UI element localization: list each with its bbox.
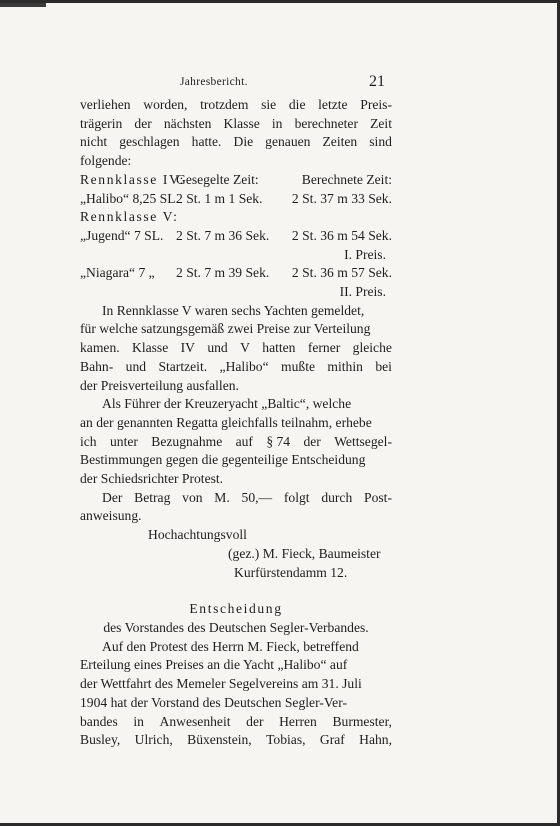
- sailed-time: 2 St. 7 m 36 Sek.: [176, 227, 270, 243]
- table-row: [80, 227, 392, 246]
- table-header-row: [80, 208, 392, 227]
- word: 50,—: [241, 489, 273, 505]
- word: kamen.: [80, 340, 120, 356]
- word: ich: [80, 433, 97, 449]
- word: Die: [233, 134, 254, 150]
- word: unter: [109, 433, 138, 449]
- word: trotzdem: [200, 97, 249, 112]
- text-line: Auf den Protest des Herrn M. Fieck, betreffend: [102, 638, 359, 654]
- word: der: [134, 115, 152, 131]
- paragraph-2: [80, 302, 392, 396]
- table-row: [80, 190, 392, 209]
- sailed-time: 2 St. 7 m 39 Sek.: [176, 265, 270, 281]
- document-page: [80, 70, 392, 750]
- word: von: [182, 489, 203, 505]
- table-row: [80, 264, 392, 283]
- word: auf: [235, 433, 253, 449]
- word: verliehen: [80, 97, 131, 112]
- text-line: 1904 hat der Vorstand des Deutschen Segler-Ver-: [80, 694, 347, 710]
- paragraph-4: [80, 489, 392, 526]
- word: Busley,: [80, 732, 121, 748]
- word: hatten: [262, 340, 296, 356]
- word: sie: [261, 97, 277, 112]
- word: letzte: [318, 97, 348, 112]
- paragraph-5: [80, 638, 392, 750]
- paragraph-3: [80, 395, 392, 489]
- yacht-name: „Niagara“ 7 „: [80, 265, 155, 281]
- word: Post-: [364, 489, 392, 505]
- word: Burmester,: [332, 713, 392, 729]
- word: hatte.: [191, 134, 222, 150]
- word: worden,: [143, 97, 188, 112]
- prize-label: I. Preis.: [344, 246, 386, 262]
- text-line: [80, 489, 392, 508]
- word: Startzeit.: [158, 358, 208, 374]
- word: trägerin: [80, 115, 123, 131]
- word: in: [271, 115, 283, 131]
- word: Anwesenheit: [159, 713, 231, 729]
- text-line: der Schiedsrichter Protest.: [80, 471, 224, 487]
- word: Betrag: [134, 489, 171, 505]
- word: V: [240, 340, 250, 356]
- yacht-name: „Halibo“ 8,25 SL.: [80, 190, 179, 206]
- word: Preis-: [360, 97, 392, 112]
- column-computed-time: Berechnete Zeit:: [301, 171, 392, 187]
- sailed-time: 2 St. 1 m 1 Sek.: [176, 190, 263, 206]
- word: und: [125, 358, 147, 374]
- word: Wettsegel-: [334, 433, 392, 449]
- word: durch: [321, 489, 353, 505]
- word: ferner: [307, 340, 341, 356]
- class-4-label: Rennklasse IV:: [80, 171, 185, 187]
- text-line: Als Führer der Kreuzeryacht „Baltic“, welche: [102, 396, 352, 412]
- text-line: Erteilung eines Preises an die Yacht „Halibo“ auf: [80, 657, 348, 673]
- word: Klasse: [132, 340, 169, 356]
- word: Der: [102, 489, 123, 505]
- text-line: an der genannten Regatta gleichfalls teilnahm, erhebe: [80, 414, 372, 430]
- word: mithin: [327, 358, 363, 374]
- sender-address: Kurfürstendamm 12.: [234, 564, 348, 580]
- text-line: [80, 433, 392, 452]
- text-line: der Wettfahrt des Memeler Segelvereins am 31. Juli: [80, 676, 362, 692]
- word: gleiche: [352, 340, 392, 356]
- word: sind: [369, 134, 392, 150]
- word: Ulrich,: [134, 732, 173, 748]
- word: Bezugnahme: [151, 433, 223, 449]
- word: M.: [214, 489, 230, 505]
- text-line: Bestimmungen gegen die gegenteilige Entscheidung: [80, 452, 366, 468]
- computed-time: 2 St. 36 m 57 Sek.: [291, 265, 392, 281]
- page-header: [80, 70, 392, 96]
- word: „Halibo“: [219, 358, 269, 374]
- closing-salutation: Hochachtungsvoll: [148, 527, 247, 543]
- text-line: für welche satzungsgemäß zwei Preise zur Verteilung: [80, 321, 371, 337]
- word: IV: [180, 340, 195, 356]
- text-line: [80, 358, 392, 377]
- word: Bahn-: [80, 358, 114, 374]
- word: nicht: [80, 134, 108, 150]
- word: nächsten: [163, 115, 212, 131]
- text-line: In Rennklasse V waren sechs Yachten gemeldet,: [102, 302, 365, 318]
- text-line: [80, 133, 392, 152]
- column-sailed-time: Gesegelte Zeit:: [176, 171, 259, 187]
- computed-time: 2 St. 36 m 54 Sek.: [291, 227, 392, 243]
- signature: (gez.) M. Fieck, Baumeister: [228, 545, 381, 561]
- paragraph-1: [80, 96, 392, 171]
- race-times-table: [80, 171, 392, 302]
- section-heading: Entscheidung: [189, 601, 283, 617]
- word: Graf: [319, 732, 345, 748]
- computed-time: 2 St. 37 m 33 Sek.: [291, 190, 392, 206]
- prize-label: II. Preis.: [339, 284, 386, 300]
- word: Klasse: [223, 115, 260, 131]
- text-line: [80, 339, 392, 358]
- text-line: [80, 731, 392, 750]
- word: genauen: [265, 134, 311, 150]
- word: Zeit: [370, 115, 392, 131]
- word: der: [246, 713, 264, 729]
- spacer: [80, 582, 392, 600]
- word: Hahn,: [359, 732, 392, 748]
- text-line: [80, 115, 392, 134]
- text-line: folgende:: [80, 153, 132, 169]
- word: und: [207, 340, 228, 356]
- text-line: anweisung.: [80, 508, 142, 524]
- text-line: [80, 713, 392, 732]
- text-line: [80, 96, 392, 115]
- table-header-row: [80, 171, 392, 190]
- word: der: [303, 433, 321, 449]
- word: bei: [375, 358, 392, 374]
- class-5-label: Rennklasse V:: [80, 209, 179, 225]
- word: berechneter: [294, 115, 358, 131]
- word: die: [288, 97, 306, 112]
- word: geschlagen: [119, 134, 180, 150]
- scan-edge-corner: [0, 3, 46, 7]
- word: § 74: [266, 433, 291, 449]
- word: mußte: [281, 358, 316, 374]
- word: Herren: [279, 713, 317, 729]
- word: folgt: [283, 489, 310, 505]
- word: bandes: [80, 713, 118, 729]
- section-subheading: des Vorstandes des Deutschen Segler-Verbandes.: [103, 619, 369, 635]
- yacht-name: „Jugend“ 7 SL.: [80, 227, 164, 243]
- word: in: [133, 713, 144, 729]
- word: Zeiten: [322, 134, 358, 150]
- word: Tobias,: [266, 732, 306, 748]
- text-line: der Preisverteilung ausfallen.: [80, 377, 239, 393]
- word: Büxenstein,: [187, 732, 252, 748]
- scan-edge-top: [0, 0, 560, 3]
- page-number: 21: [369, 73, 385, 90]
- running-title: Jahresbericht.: [180, 76, 248, 88]
